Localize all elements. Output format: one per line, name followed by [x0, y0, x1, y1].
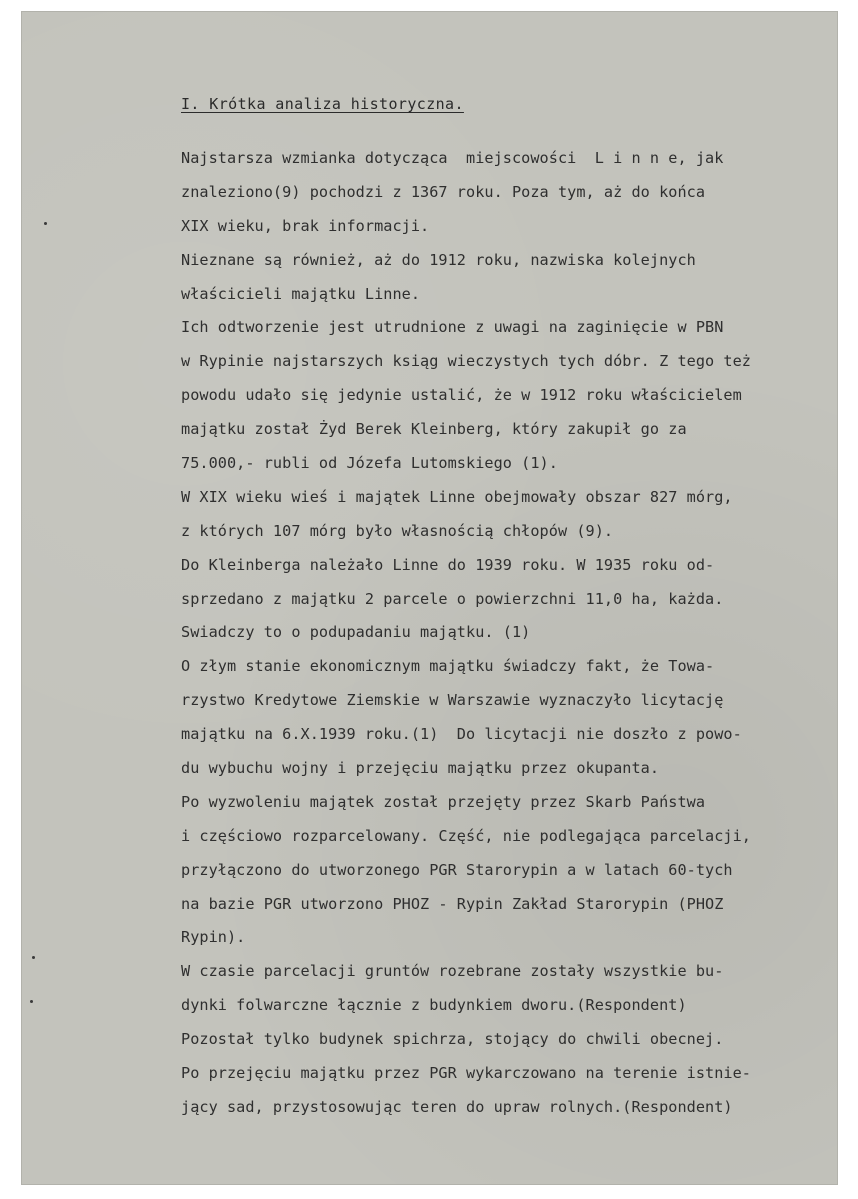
text-line: na bazie PGR utworzono PHOZ - Rypin Zakład Starorypin (PHOZ — [181, 894, 724, 913]
text-line: z których 107 mórg było własnością chłopów (9). — [181, 521, 614, 540]
margin-speck — [32, 956, 35, 959]
text-line: rzystwo Kredytowe Ziemskie w Warszawie wyznaczyło licytację — [181, 691, 724, 710]
text-line: Rypin). — [181, 928, 246, 947]
text-line: Swiadczy to o podupadaniu majątku. (1) — [181, 623, 531, 642]
text-line: powodu udało się jedynie ustalić, że w 1912 roku właścicielem — [181, 386, 742, 405]
text-line: W czasie parcelacji gruntów rozebrane zostały wszystkie bu- — [181, 962, 724, 981]
text-line: O złym stanie ekonomicznym majątku świadczy fakt, że Towa- — [181, 657, 715, 676]
text-line: przyłączono do utworzonego PGR Starorypin a w latach 60-tych — [181, 860, 733, 879]
text-line: 75.000,- rubli od Józefa Lutomskiego (1). — [181, 454, 558, 473]
section-heading: I. Krótka analiza historyczna. — [181, 95, 464, 113]
text-line: dynki folwarczne łącznie z budynkiem dworu.(Respondent) — [181, 996, 687, 1015]
margin-speck — [44, 222, 47, 225]
text-line: XIX wieku, brak informacji. — [181, 216, 430, 235]
text-body — [181, 142, 841, 1125]
text-line: znaleziono(9) pochodzi z 1367 roku. Poza tym, aż do końca — [181, 182, 706, 201]
text-line: Po przejęciu majątku przez PGR wykarczowano na terenie istnie- — [181, 1064, 752, 1083]
text-line: jący sad, przystosowując teren do upraw rolnych.(Respondent) — [181, 1097, 733, 1116]
text-line: majątku na 6.X.1939 roku.(1) Do licytacji nie doszło z powo- — [181, 725, 742, 744]
text-line: i częściowo rozparcelowany. Część, nie podlegająca parcelacji, — [181, 826, 752, 845]
margin-speck — [30, 1000, 33, 1003]
text-line: Nieznane są również, aż do 1912 roku, nazwiska kolejnych — [181, 250, 696, 269]
text-line: majątku został Żyd Berek Kleinberg, który zakupił go za — [181, 420, 687, 439]
text-line: du wybuchu wojny i przejęciu majątku przez okupanta. — [181, 759, 660, 778]
text-line: Po wyzwoleniu majątek został przejęty przez Skarb Państwa — [181, 792, 706, 811]
text-line: W XIX wieku wieś i majątek Linne obejmowały obszar 827 mórg, — [181, 487, 733, 506]
text-line: w Rypinie najstarszych ksiąg wieczystych tych dóbr. Z tego też — [181, 352, 752, 371]
text-line: właścicieli majątku Linne. — [181, 284, 421, 303]
text-line: Najstarsza wzmianka dotycząca miejscowości L i n n e, jak — [181, 149, 724, 167]
text-line: Ich odtworzenie jest utrudnione z uwagi na zaginięcie w PBN — [181, 318, 724, 337]
text-line: Do Kleinberga należało Linne do 1939 roku. W 1935 roku od- — [181, 555, 715, 574]
text-line: Pozostał tylko budynek spichrza, stojący do chwili obecnej. — [181, 1030, 724, 1049]
text-line: sprzedano z majątku 2 parcele o powierzchni 11,0 ha, każda. — [181, 589, 724, 608]
